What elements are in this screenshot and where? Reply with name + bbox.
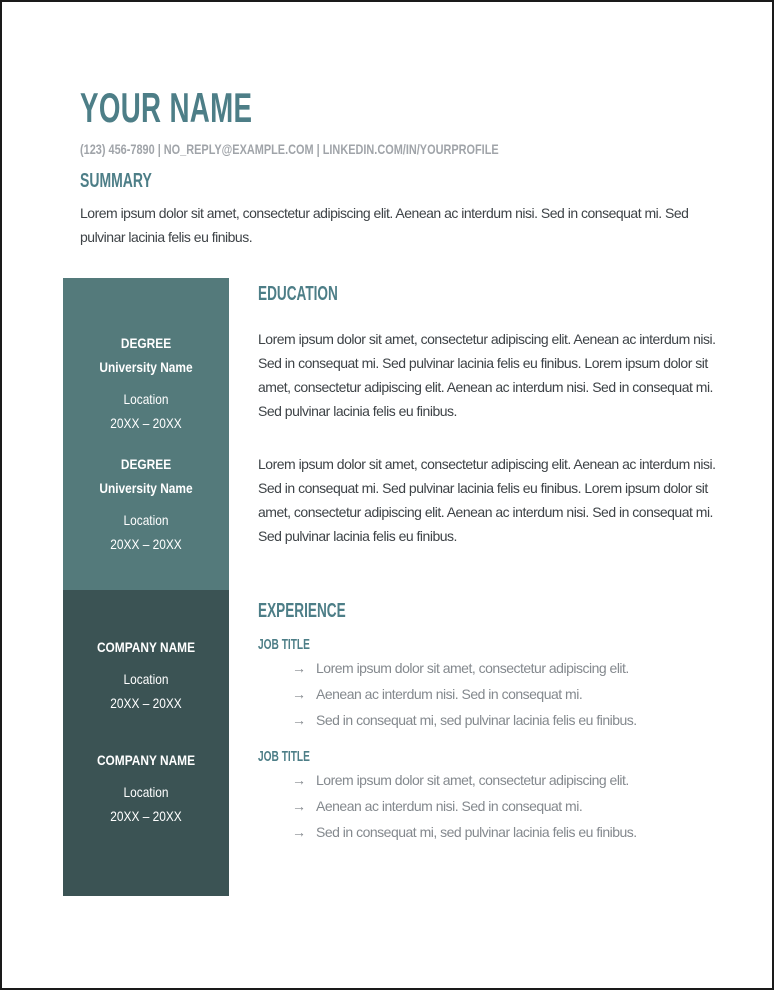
- arrow-bullet-icon: →: [292, 824, 306, 840]
- job-bullet-text: Sed in consequat mi, sed pulvinar lacinia felis eu finibus.: [316, 824, 637, 840]
- contact-line: (123) 456-7890 | NO_REPLY@EXAMPLE.COM | LINKEDIN.COM/IN/YOURPROFILE: [80, 141, 499, 157]
- job-bullet: [258, 767, 719, 793]
- education-heading: EDUCATION: [258, 283, 338, 305]
- education-location: Location: [123, 512, 169, 528]
- company-dates: 20XX – 20XX: [110, 695, 182, 711]
- job-bullet: [258, 707, 719, 733]
- job-bullet: [258, 819, 719, 845]
- education-paragraph: Lorem ipsum dolor sit amet, consectetur adipiscing elit. Aenean ac interdum nisi. Sed in consequat mi. Sed pulvinar lacinia felis eu finibus. Lorem ipsum dolor sit amet, consectetur adipiscing elit. Aenean ac interdum nisi. Sed in consequat mi. Sed pulvinar lacinia felis eu finibus.: [258, 456, 716, 544]
- spacer: [63, 772, 229, 780]
- person-name: YOUR NAME: [80, 84, 253, 131]
- university-name: University Name: [99, 480, 193, 496]
- experience-heading: EXPERIENCE: [258, 600, 346, 622]
- arrow-bullet-icon: →: [292, 712, 306, 728]
- sidebar-company-entry: [63, 748, 229, 828]
- arrow-bullet-icon: →: [292, 772, 306, 788]
- company-location: Location: [123, 671, 169, 687]
- education-paragraph: Lorem ipsum dolor sit amet, consectetur adipiscing elit. Aenean ac interdum nisi. Sed in consequat mi. Sed pulvinar lacinia felis eu finibus. Lorem ipsum dolor sit amet, consectetur adipiscing elit. Aenean ac interdum nisi. Sed in consequat mi. Sed pulvinar lacinia felis eu finibus.: [258, 331, 716, 419]
- spacer: [63, 379, 229, 387]
- spacer: [63, 659, 229, 667]
- sidebar-company-entry: [63, 635, 229, 715]
- job-bullet-list: [258, 767, 719, 845]
- spacer: [63, 500, 229, 508]
- arrow-bullet-icon: →: [292, 660, 306, 676]
- sidebar-education-entry: [63, 452, 229, 556]
- sidebar-education-entry: [63, 331, 229, 435]
- university-name: University Name: [99, 359, 193, 375]
- education-dates: 20XX – 20XX: [110, 415, 182, 431]
- company-dates: 20XX – 20XX: [110, 808, 182, 824]
- degree-label: DEGREE: [120, 456, 172, 472]
- job-bullet: [258, 655, 719, 681]
- company-name: COMPANY NAME: [96, 752, 196, 768]
- main-column: [258, 284, 719, 845]
- arrow-bullet-icon: →: [292, 686, 306, 702]
- sidebar-experience-panel: [63, 590, 229, 896]
- summary-heading: SUMMARY: [80, 170, 152, 192]
- job-title: JOB TITLE: [258, 637, 310, 653]
- job-bullet-text: Aenean ac interdum nisi. Sed in consequat mi.: [316, 686, 583, 702]
- job-bullet: [258, 681, 719, 707]
- arrow-bullet-icon: →: [292, 798, 306, 814]
- job-bullet-text: Aenean ac interdum nisi. Sed in consequat mi.: [316, 798, 583, 814]
- job-bullet-text: Lorem ipsum dolor sit amet, consectetur adipiscing elit.: [316, 660, 629, 676]
- company-location: Location: [123, 784, 169, 800]
- job-bullet-text: Lorem ipsum dolor sit amet, consectetur adipiscing elit.: [316, 772, 629, 788]
- job-title: JOB TITLE: [258, 749, 310, 765]
- company-name: COMPANY NAME: [96, 639, 196, 655]
- degree-label: DEGREE: [120, 335, 172, 351]
- education-location: Location: [123, 391, 169, 407]
- job-bullet-list: [258, 655, 719, 733]
- summary-text: Lorem ipsum dolor sit amet, consectetur adipiscing elit. Aenean ac interdum nisi. Sed in consequat mi. Sed pulvinar lacinia felis eu finibus.: [80, 205, 689, 245]
- sidebar-education-panel: [63, 278, 229, 590]
- education-dates: 20XX – 20XX: [110, 536, 182, 552]
- job-bullet: [258, 793, 719, 819]
- job-bullet-text: Sed in consequat mi, sed pulvinar lacinia felis eu finibus.: [316, 712, 637, 728]
